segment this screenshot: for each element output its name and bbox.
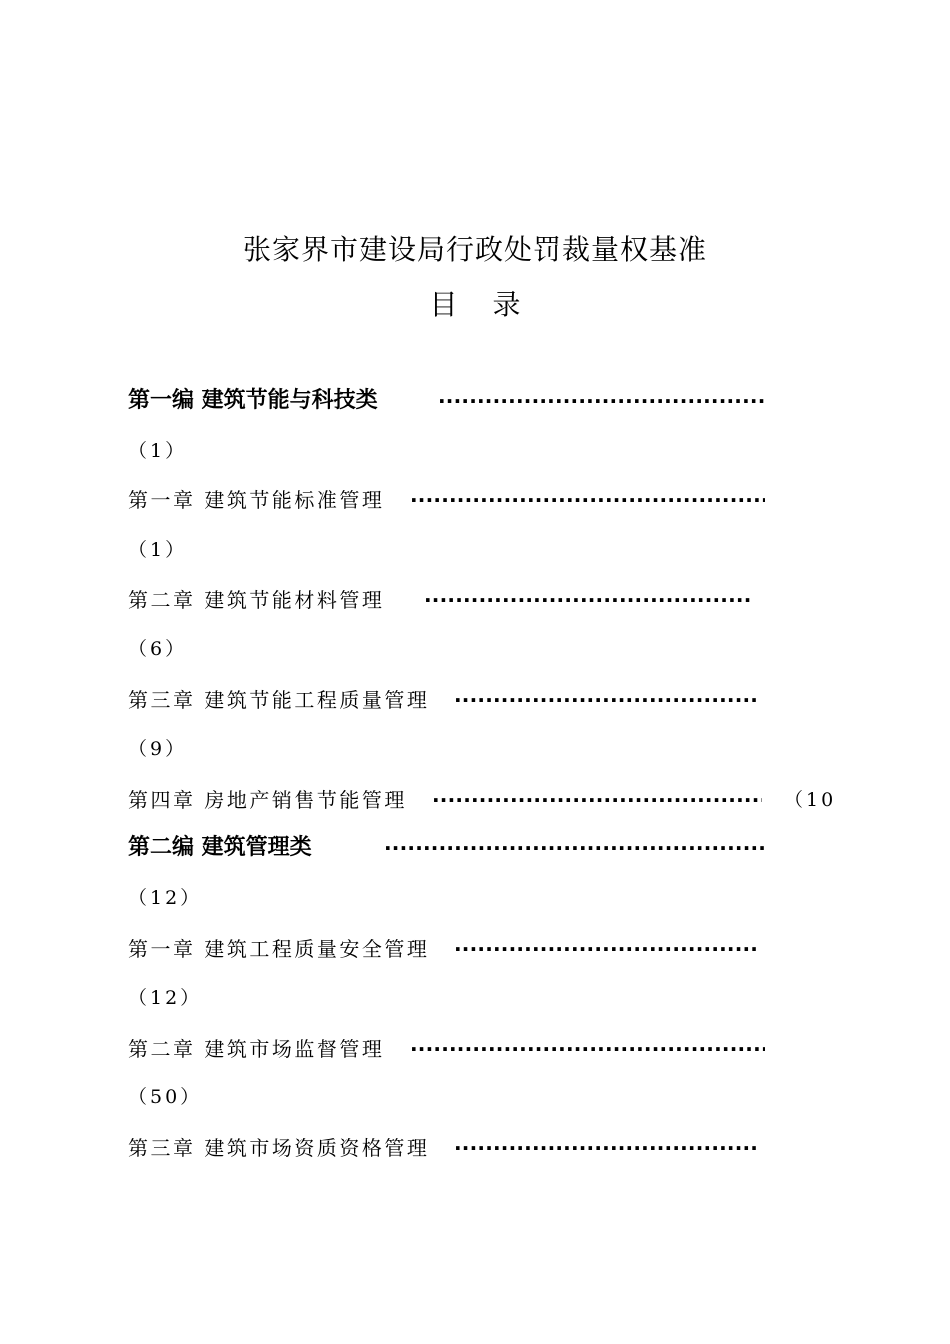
toc-page-number: （50） [128,1086,203,1108]
dot-leader [424,583,752,617]
toc-entry-label: 第一章 建筑节能标准管理 [128,488,385,512]
toc-page-number: （9） [128,738,188,760]
toc-entry-label: 第三章 建筑节能工程质量管理 [128,688,430,712]
toc-entry-part-2[interactable] [128,831,312,865]
toc-entry-chapter-2-2[interactable] [128,1032,384,1066]
dot-leader [438,384,765,418]
toc-heading: 目 录 [429,288,521,321]
document-title: 张家界市建设局行政处罚裁量权基准 [242,233,707,266]
toc-entry-chapter-1-4[interactable] [128,783,837,817]
toc-entry-label: 第二编 建筑管理类 [128,835,312,860]
dot-leader [410,483,765,517]
dot-leader [384,831,765,865]
toc-page-number: （12） [128,987,203,1009]
dot-leader [454,683,760,717]
toc-entry-label: 第三章 建筑市场资质资格管理 [128,1136,430,1160]
toc-entry-chapter-1-2[interactable] [128,583,384,617]
dot-leader [432,783,762,817]
toc-entry-label: 第二章 建筑节能材料管理 [128,588,385,612]
toc-entry-label: 第一编 建筑节能与科技类 [128,388,378,413]
toc-page-number: （10 [784,789,837,811]
toc-page-number: （12） [128,887,203,909]
toc-entry-chapter-1-3[interactable] [128,683,429,717]
dot-leader [454,1131,760,1165]
toc-entry-chapter-1-1[interactable] [128,483,384,517]
dot-leader [410,1032,765,1066]
toc-page-number: （6） [128,638,188,660]
toc-entry-label: 第一章 建筑工程质量安全管理 [128,937,430,961]
toc-page-number: （1） [128,539,188,561]
toc-entry-chapter-2-1[interactable] [128,932,429,966]
toc-entry-label: 第二章 建筑市场监督管理 [128,1037,385,1061]
toc-page-number: （1） [128,440,188,462]
toc-entry-label: 第四章 房地产销售节能管理 [128,788,407,812]
dot-leader [454,932,760,966]
toc-entry-chapter-2-3[interactable] [128,1131,429,1165]
toc-entry-part-1[interactable] [128,384,378,418]
